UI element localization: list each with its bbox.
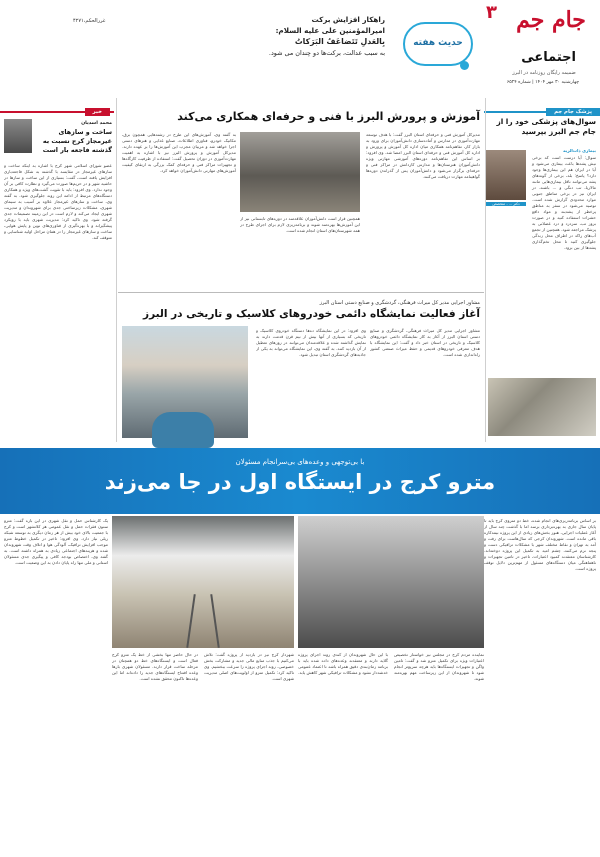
metro-text-right: بر اساس برنامه‌ریزی‌های انجام شده، خط دو متروی کرج باید تا پایان سال جاری به بهره‌برداری برسد اما با گذشت چند سال از آغاز عملیات اجرایی، هنوز بخش‌های زیادی از این پروژه نیمه‌کاره باقی مانده است. شهروندان کرجی که سال‌هاست برای رفت و آمد به تهران و نقاط مختلف شهر با مشکلات ترافیکی دست و پنجه نرم می‌کنند، چشم امید به تکمیل این پروژه دوخته‌اند. کارشناسان معتقدند کمبود اعتبارات، تاخیر در تامین تجهیزات و ناهماهنگی میان دستگاه‌های مسئول از مهم‌ترین دلایل توقف پروژه است. — [484, 518, 596, 571]
classic-car-photo — [122, 326, 248, 438]
doctor-column — [484, 92, 600, 442]
workshop-photo — [240, 132, 360, 212]
education-text-right: مدیرکل آموزش فنی و حرفه‌ای استان البرز گفت: با هدف توسعه مهارت‌آموزی در مدارس و آماده‌سازی دانش‌آموزان برای ورود به بازار کار، تفاهم‌نامه همکاری میان اداره کل آموزش و پرورش و اداره کل آموزش فنی و حرفه‌ای استان البرز امضا شد. وی افزود: بر اساس این تفاهم‌نامه دوره‌های آموزشی مهارتی ویژه دانش‌آموزان هنرستان‌ها و مدارس کاردانش در مراکز فنی و حرفه‌ای برگزار می‌شود و دانش‌آموزان پس از گذراندن دوره‌ها گواهینامه مهارت دریافت می‌کنند. — [366, 132, 480, 179]
hadith-line-3: بِالعَدلِ تَتَضاعَفُ البَرَکاتُ — [294, 37, 385, 46]
page-number: ۳ — [486, 2, 497, 23]
news-body: عضو شورای اسلامی شهر کرج با اشاره به اینکه ساخت و سازهای غیرمجاز در مقایسه با گذشته به شکل فاجعه‌باری افزایش یافته است، گفت: بسیاری از این ساخت و سازها در حاشیه شهر و در حریم‌ها صورت می‌گیرد و نظارت کافی بر آن وجود ندارد. وی افزود: باید با تقویت گشت‌های ویژه و همکاری دستگاه‌های مرتبط از ادامه این روند جلوگیری شود. به گفته وی، ساخت و سازهای غیرمجاز علاوه بر آسیب به سیمای شهری، مشکلات زیرساختی جدی برای شهروندان و مدیریت شهری ایجاد می‌کند و لازم است در این زمینه تصمیمات جدی گرفته شود. وی تاکید کرد: مدیریت شهری باید با رویکرد پیشگیرانه و با بهره‌گیری از فناوری‌های نوین و پایش هوایی، ساخت و سازهای غیرمجاز را در همان مراحل اولیه شناسایی و متوقف کند. — [4, 163, 112, 240]
news-label: خبر — [85, 108, 110, 116]
car-story-text-1: مشاور اجرایی مدیر کل میراث فرهنگی، گردشگری و صنایع دستی استان البرز از آغاز به کار نمایشگاه دائمی خودروهای کلاسیک و تاریخی در استان خبر داد و گفت: این نمایشگاه با هدف معرفی خودروهای قدیمی و حفظ میراث صنعتی کشور راه‌اندازی شده است. — [370, 328, 480, 357]
hadith-badge — [397, 16, 479, 76]
author-name: محمد اسدیان — [81, 121, 112, 126]
education-story — [118, 92, 484, 292]
metro-text-col-2: شهردار کرج نیز در بازدید از پروژه گفت: تلاش می‌کنیم با جذب منابع مالی جدید و مشارکت بخش خصوصی، روند اجرای پروژه را سرعت ببخشیم. وی تاکید کرد: تکمیل مترو از اولویت‌های اصلی مدیریت شهری است. — [204, 652, 294, 681]
education-headline[interactable]: آموزش و پرورش البرز با فنی و حرفه‌ای همکاری می‌کند — [177, 110, 480, 123]
metro-banner — [0, 448, 600, 514]
metro-kicker: با بی‌توجهی و وعده‌های بی‌سرانجام مسئولان — [235, 458, 365, 466]
metro-text-col-4: نماینده مردم کرج در مجلس نیز خواستار تخصیص اعتبارات ویژه برای تکمیل مترو شد و گفت: تامین واگن و تجهیزات ایستگاه‌ها باید هرچه سریع‌تر انجام شود تا شهروندان از این زیرساخت مهم بهره‌مند شوند. — [394, 652, 484, 681]
metro-tunnel-photo — [112, 516, 294, 648]
metro-text-col-3: با این حال شهروندان از کندی روند اجرای پروژه گلایه دارند و معتقدند وعده‌های داده شده باید با برنامه زمان‌بندی دقیق همراه باشد تا اعتماد عمومی خدشه‌دار نشود و مشکلات ترافیکی شهر کاهش یابد. — [298, 652, 388, 675]
column-rule — [116, 98, 117, 442]
hadith-line-4: به سبب عدالت، برکت‌ها دو چندان می شود. — [268, 49, 385, 57]
mosquito-photo — [488, 378, 596, 436]
column-rule — [485, 98, 486, 442]
news-column — [0, 92, 114, 442]
logo[interactable] — [508, 8, 594, 48]
hadith-title: حدیث هفته — [413, 38, 463, 48]
classic-car-story — [118, 292, 484, 442]
section-title: اجتماعی — [521, 50, 576, 65]
logo-text: جام جم — [516, 7, 586, 33]
issue-date: چهارشنبه ۳۰ مهر ۱۴۰۴ | شماره ۶۵۲۴ — [506, 80, 580, 85]
doctor-photo-caption: دکتر ... ، متخصص — [486, 202, 526, 206]
metro-text-col-1: در حال حاضر تنها بخشی از خط یک مترو کرج فعال است و ایستگاه‌های خط دو همچنان در مرحله ساخت قرار دارند. مسئولان شهری بارها وعده افتتاح ایستگاه‌های جدید را داده‌اند اما این وعده‌ها تاکنون محقق نشده است. — [112, 652, 198, 681]
hadith-text — [85, 14, 385, 59]
author-row — [4, 117, 112, 161]
section-divider — [118, 292, 484, 293]
car-shape — [152, 412, 214, 448]
officials-photo — [298, 516, 484, 648]
hadith-line-2: امیرالمؤمنین علی علیه السلام: — [275, 26, 385, 35]
author-photo — [4, 119, 32, 153]
masthead — [488, 0, 600, 92]
hadith-line-1: راهکار افزایش برکت — [311, 15, 385, 24]
education-text-under: همچنین قرار است دانش‌آموزان علاقه‌مند در دوره‌های تابستانی نیز از این آموزش‌ها بهره‌مند شوند و برنامه‌ریزی لازم برای اجرای طرح در همه شهرستان‌های استان انجام شده است. — [240, 216, 360, 233]
doctor-subhead: بیماری ذات‌الریه — [563, 148, 596, 153]
metro-text-left: یک کارشناس حمل و نقل شهری در این باره گفت: مترو ستون فقرات حمل و نقل عمومی هر کلانشهر است و کرج با جمعیت بالای خود بیش از هر زمان دیگری به توسعه شبکه ریلی نیاز دارد. وی افزود: تاخیر در تکمیل خطوط مترو موجب افزایش ترافیک، آلودگی هوا و اتلاف وقت شهروندان شده و هزینه‌های اجتماعی زیادی به همراه داشته است. به گفته وی، اختصاص بودجه کافی و پیگیری جدی مسئولان استانی و ملی تنها راه پایان دادن به این وضعیت است. — [4, 518, 108, 565]
news-headline[interactable]: ساخت و سازهای غیرمجاز کرج نسبت به گذشته فاجعه بار است — [42, 128, 112, 154]
doctor-label: پزشک جام جم — [546, 108, 600, 116]
car-story-headline[interactable]: آغاز فعالیت نمایشگاه دائمی خودروهای کلاسیک و تاریخی در البرز — [143, 308, 480, 320]
education-text-left: به گفته وی، آموزش‌های این طرح در رشته‌هایی همچون برق، مکانیک خودرو، فناوری اطلاعات، صنایع غذایی و هنرهای دستی اجرا خواهد شد و مربیان مجرب این آموزش‌ها را بر عهده دارند. مدیرکل آموزش و پرورش البرز نیز با اشاره به اهمیت مهارت‌آموزی در دوران تحصیل گفت: استفاده از ظرفیت کارگاه‌ها و تجهیزات مراکز فنی و حرفه‌ای کمک بزرگی به ارتقای کیفیت آموزش‌های مهارتی دانش‌آموزان خواهد کرد. — [122, 132, 236, 173]
doctor-headline[interactable]: سوال‌های پزشکی خود را از جام جم البرز بپرسید — [496, 117, 596, 136]
metro-headline[interactable]: مترو کرج در ایستگاه اول در جا می‌زند — [104, 470, 496, 494]
bubble-tail-icon — [460, 61, 469, 70]
supplement-line: ضمیمه رایگان روزنامه در البرز — [512, 70, 576, 76]
hadith-source: غررالحکم،۴۲۷۱ — [73, 18, 106, 24]
doctor-body-text: سوال: آیا درست است که برخی نیش پشه‌ها باعث بیماری می‌شود و آیا در ایران هم این بیماری‌ها وجود دارد؟ پاسخ: بله، برخی از گونه‌های پشه می‌توانند ناقل بیماری‌هایی مانند مالاریا، تب دنگی و ... باشند. در ایران نیز در برخی مناطق جنوبی موارد محدودی گزارش شده است. توصیه می‌شود در سفر به مناطق پرخطر از پشه‌بند و مواد دافع حشرات استفاده کنید و در صورت بروز تب، سردرد و درد عضلانی به پزشک مراجعه شود. همچنین از تجمع آب‌های راکد در اطراف محل زندگی جلوگیری کنید تا محل تخم‌گذاری پشه‌ها از بین برود. — [532, 155, 596, 250]
hadith-band — [7, 6, 485, 90]
car-story-kicker: مشاور اجرایی مدیر کل میراث فرهنگی، گردشگری و صنایع دستی استان البرز — [319, 300, 480, 306]
metro-story — [0, 444, 600, 857]
car-story-text-2: وی افزود: در این نمایشگاه ده‌ها دستگاه خودروی کلاسیک و تاریخی که بسیاری از آنها بیش از نیم قرن قدمت دارند به نمایش گذاشته شده و علاقه‌مندان می‌توانند در روزهای تعطیل از آن بازدید کنند. به گفته وی، این نمایشگاه می‌تواند به یکی از جاذبه‌های گردشگری استان تبدیل شود. — [256, 328, 366, 357]
